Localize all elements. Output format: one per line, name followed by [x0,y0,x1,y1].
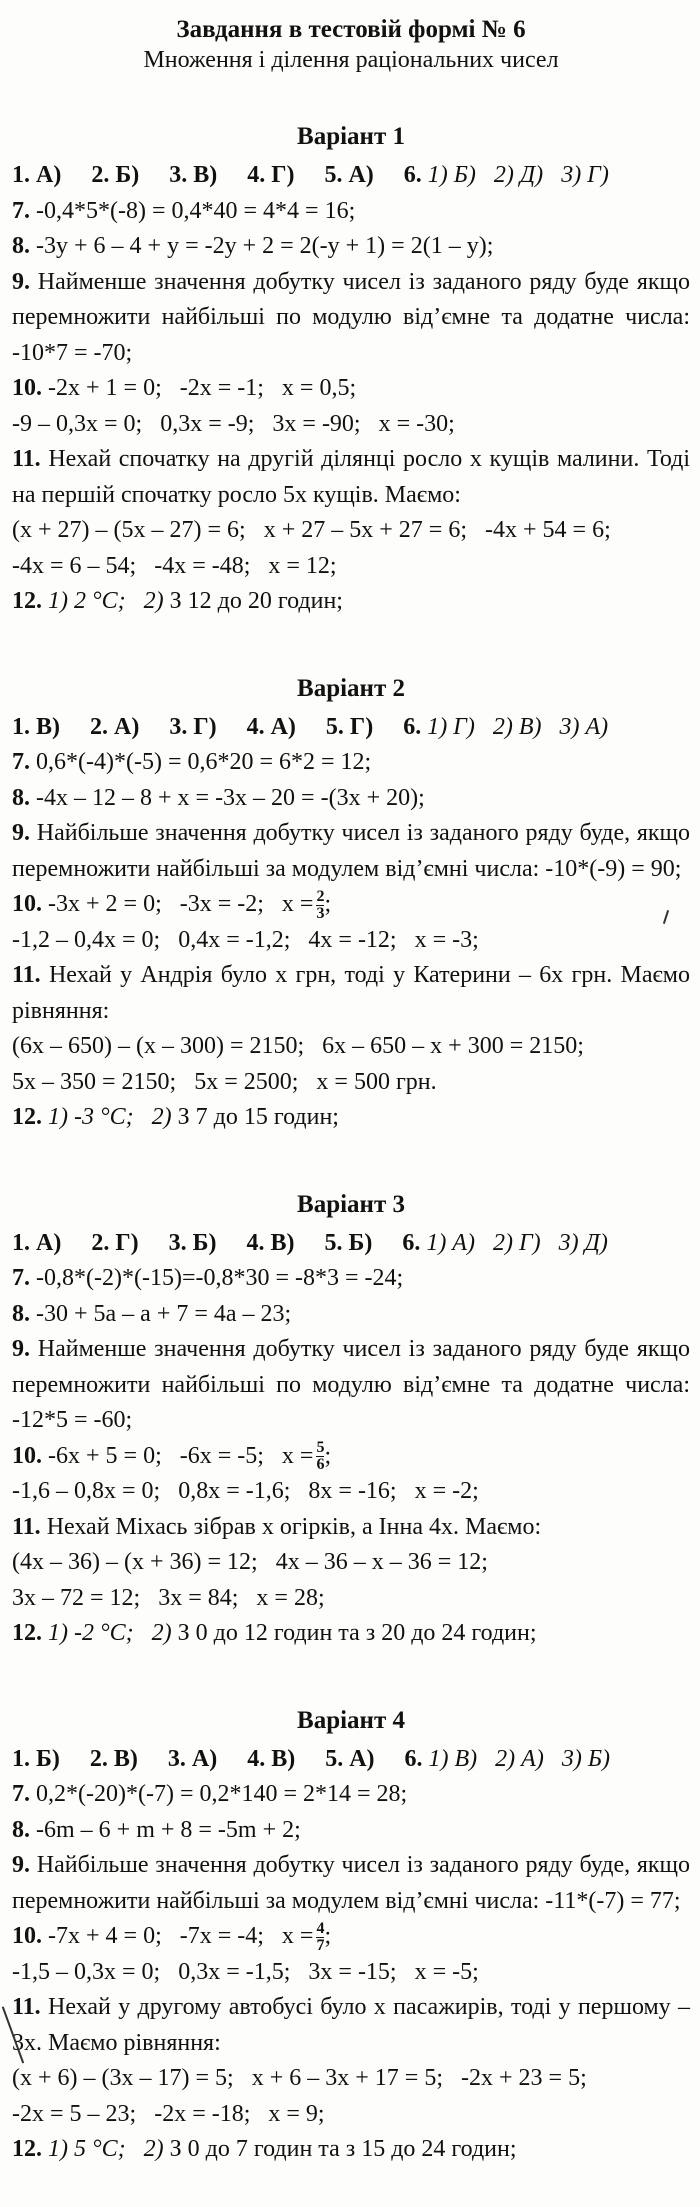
question-number: 11. [12,446,41,472]
q11-paragraph [12,442,690,513]
answer-6b: 2) Д) [493,162,544,188]
equation: 4x – 36 – x – 36 = 12; [275,1549,488,1575]
equation: -2x = -18; [154,2100,251,2127]
answer-item: 5. А) [324,162,374,188]
q7-text: -0,4*5*(-8) = 0,4*40 = 4*4 = 16; [36,197,356,224]
q10-line1 [12,371,690,407]
fraction-numerator: 2 [316,887,325,905]
equation: -2x + 23 = 5; [461,2065,587,2091]
q8-text: -6m – 6 + m + 8 = -5m + 2; [36,1816,301,1843]
page-title: Завдання в тестовій формі № 6 [176,16,526,43]
answer-12b-label: 2) [151,1104,172,1130]
answer-12a: 1) 2 °С; [48,588,126,614]
answer-12b-label: 2) [143,2136,164,2162]
question-number: 7. [12,1265,30,1291]
answer-item: 2. Б) [91,162,140,188]
question-number: 10. [12,1923,42,1949]
equation: x = -5; [414,1958,479,1985]
answers-line [12,158,690,194]
question-number: 7. [12,197,30,224]
equation: x = -3; [414,926,479,953]
question-number: 6. [404,1745,423,1772]
equation: (4x – 36) – (x + 36) = 12; [12,1549,258,1575]
answer-6a: 1) А) [426,1229,475,1256]
answers-line [12,710,690,746]
answer-12a: 1) 5 °С; [48,2136,126,2162]
question-number: 12. [12,2136,42,2162]
answer-item: 1. А) [12,1229,62,1256]
answer-6b: 2) В) [492,713,542,740]
equation: 3x = -90; [272,410,361,437]
q10-line2 [12,407,690,443]
equation: 3x – 72 = 12; [12,1584,141,1611]
equation: x + 27 – 5x + 27 = 6; [263,517,467,543]
q7-line [12,194,690,230]
q11-equation-line [12,1065,690,1101]
equation: -2x + 1 = 0; [48,375,162,401]
question-number: 8. [12,1300,30,1327]
question-number: 11. [12,962,41,988]
question-number: 7. [12,1781,30,1807]
equation: 0,3x = -1,5; [178,1958,291,1985]
section-gap [12,1652,690,1704]
equation: x = 0,5; [281,375,357,401]
q11-equation-line [12,1581,690,1617]
q11-text: Нехай у другому автобусі було x пасажирів, тоді у першому – 3x. Маємо рівняння: [12,1994,690,2056]
answer-6a: 1) Г) [427,713,475,740]
question-number: 12. [12,588,42,614]
q7-line [12,1261,690,1297]
equation: x = [281,1442,314,1469]
answer-item: 2. В) [89,1745,138,1772]
answer-item: 2. Г) [91,1229,139,1256]
equation: (x + 6) – (3x – 17) = 5; [12,2065,234,2091]
question-number: 10. [12,375,42,401]
equation: x = -30; [378,410,455,437]
answer-6a: 1) Б) [427,162,476,188]
answer-12b: З 0 до 12 годин та з 20 до 24 годин; [177,1620,537,1646]
q9-paragraph [12,265,690,372]
question-number: 9. [12,1852,30,1878]
equation: -7x + 4 = 0; [48,1923,162,1949]
q8-text: -3y + 6 – 4 + y = -2y + 2 = 2(-y + 1) = 2(1 – y); [36,233,494,259]
answers-line [12,1742,690,1778]
question-number: 8. [12,233,30,259]
fraction [316,1921,324,1954]
page-subtitle: Множення і ділення раціональних чисел [143,47,559,73]
equation: -4x = 6 – 54; [12,552,137,579]
answer-item: 3. Б) [168,1229,217,1256]
answer-item: 4. В) [246,1229,295,1256]
q9-paragraph [12,1332,690,1439]
question-number: 11. [12,1513,41,1540]
question-number: 11. [12,1994,41,2020]
q8-line [12,1813,690,1849]
answer-item: 4. В) [247,1745,296,1772]
answer-item: 5. А) [325,1745,375,1772]
q9-text: Найменше значення добутку чисел із заданого ряду буде якщо перемножити найбільші по модулю від’ємне та додатне числа: -12*5 = -60; [12,1336,691,1433]
answer-6c: 3) Б) [561,1745,610,1772]
question-number: 10. [12,891,42,917]
equation: -1,6 – 0,8x = 0; [12,1478,161,1504]
fraction-numerator: 5 [316,1439,325,1457]
answer-item: 3. В) [169,162,218,188]
q8-line [12,229,690,265]
q11-equation-line [12,2097,690,2133]
q11-equation-line [12,1545,690,1581]
q7-text: 0,6*(-4)*(-5) = 0,6*20 = 6*2 = 12; [36,749,372,775]
equation: -2x = 5 – 23; [12,2100,137,2127]
equation: 6x – 650 – x + 300 = 2150; [322,1033,584,1059]
variant-section [12,120,690,620]
equation: x = [281,891,314,917]
question-number: 10. [12,1442,42,1469]
fraction-numerator: 4 [316,1919,325,1937]
equation: 3x = 84; [158,1584,239,1611]
equation: 4x = -12; [308,926,397,953]
q7-text: 0,2*(-20)*(-7) = 0,2*140 = 2*14 = 28; [36,1781,408,1807]
variant-title: Варіант 4 [297,1706,405,1734]
equation: 5x – 350 = 2150; [12,1068,177,1095]
q11-paragraph [12,1510,690,1546]
question-number: 12. [12,1620,42,1646]
q10-line1: 10. -3x + 2 = 0; -3x = -2; x = $\frac{2}{3}$ ; [12,887,332,922]
answer-12b-label: 2) [151,1620,172,1646]
equation: 0,4x = -1,2; [178,926,291,953]
equation: (x + 27) – (5x – 27) = 6; [12,517,246,543]
variant-title: Варіант 2 [297,674,405,702]
answer-item: 1. А) [12,162,62,188]
answer-12b-label: 2) [143,588,164,614]
answer-item: 1. Б) [12,1745,60,1772]
fraction [316,889,324,922]
question-number: 6. [403,713,422,740]
answer-6c: 3) А) [559,713,609,740]
q9-paragraph [12,1848,690,1919]
q12-line [12,2132,690,2168]
q10-line1: 10. -7x + 4 = 0; -7x = -4; x = $\frac{4}{7}$ ; [12,1919,332,1954]
q9-text: Найменше значення добутку чисел із заданого ряду буде якщо перемножити найбільші по модулю від’ємне та додатне числа: -10*7 = -70; [12,268,691,366]
answer-12a: 1) -3 °С; [48,1104,134,1130]
question-number: 9. [12,1336,30,1362]
answer-item: 3. Г) [169,713,217,740]
answer-item: 5. Г) [325,713,374,740]
answer-item: 4. Г) [247,162,295,188]
equation: (6x – 650) – (x – 300) = 2150; [12,1033,305,1059]
q11-equation-line [12,1029,690,1065]
equation: x = 9; [268,2100,325,2127]
answer-6b: 2) Г) [492,1229,541,1256]
variant-title: Варіант 3 [297,1190,405,1218]
equation: 3x = -15; [308,1958,397,1985]
question-number: 9. [12,268,30,295]
section-gap [12,620,690,672]
equation: x + 6 – 3x + 17 = 5; [251,2065,443,2091]
q9-text: Найбільше значення добутку чисел із заданого ряду буде, якщо перемножити найбільші за модулем від’ємні числа: -11*(-7) = 77; [12,1852,691,1914]
q11-paragraph [12,958,690,1029]
q7-line [12,745,690,781]
q11-text: Нехай Міхась зібрав x огірків, а Інна 4x. Маємо: [46,1513,542,1540]
q10-line1: 10. -6x + 5 = 0; -6x = -5; x = $\frac{5}{6}$ ; [12,1439,332,1474]
question-number: 12. [12,1104,42,1130]
equation: x = 500 грн. [316,1068,437,1095]
equation: 8x = -16; [308,1478,397,1504]
equation: -9 – 0,3x = 0; [12,410,143,437]
equation: -1,5 – 0,3x = 0; [12,1958,161,1985]
equation: x = 12; [268,552,337,579]
q7-line [12,1777,690,1813]
answer-12b: З 7 до 15 годин; [177,1104,339,1130]
q8-line [12,1297,690,1333]
q10-line2 [12,1955,690,1991]
fraction-denominator: 7 [316,1936,325,1954]
equation: -7x = -4; [179,1923,264,1949]
question-number: 8. [12,784,30,811]
equation: x = [281,1923,314,1949]
question-number: 8. [12,1816,30,1843]
answer-12b: З 0 до 7 годин та з 15 до 24 годин; [169,2136,517,2162]
question-number: 6. [402,1229,421,1256]
equation: -3x = -2; [179,891,264,917]
answer-item: 1. В) [12,713,60,740]
fraction-denominator: 3 [316,904,325,922]
equation: -1,2 – 0,4x = 0; [12,926,161,953]
q11-equation-line [12,2061,690,2097]
variant-section [12,1188,690,1652]
q11-paragraph [12,1990,690,2061]
fraction-denominator: 6 [316,1456,325,1474]
variant-section [12,672,690,1136]
variant-section [12,1704,690,2168]
q7-text: -0,8*(-2)*(-15)=-0,8*30 = -8*3 = -24; [36,1265,404,1291]
variant-title: Варіант 1 [297,123,405,150]
equation: -2x = -1; [179,375,264,401]
equation: 5x = 2500; [194,1068,299,1095]
q11-text: Нехай у Андрія було x грн, тоді у Катерини – 6x грн. Маємо рівняння: [12,962,690,1024]
q12-line [12,1616,690,1652]
equation: 0,8x = -1,6; [178,1478,291,1504]
q8-text: -4x – 12 – 8 + x = -3x – 20 = -(3x + 20); [36,784,425,811]
answer-6c: 3) Г) [561,162,609,188]
q8-line [12,781,690,817]
q9-paragraph [12,816,690,887]
equation: x = -2; [414,1478,479,1504]
q12-line [12,1100,690,1136]
equation: -3x + 2 = 0; [48,891,162,917]
q8-text: -30 + 5a – a + 7 = 4a – 23; [36,1300,292,1327]
equation: -6x + 5 = 0; [48,1442,162,1469]
q12-line [12,584,690,620]
variants-container [12,120,690,2168]
answer-12a: 1) -2 °С; [48,1620,134,1646]
q9-text: Найбільше значення добутку чисел із заданого ряду буде, якщо перемножити найбільші за модулем від’ємні числа: -10*(-9) = 90; [12,820,691,882]
answer-6a: 1) В) [428,1745,478,1772]
equation: -4x + 54 = 6; [485,517,611,543]
answers-line [12,1226,690,1262]
question-number: 6. [403,162,422,188]
q11-equation-line [12,549,690,585]
answer-item: 2. А) [90,713,140,740]
answer-6c: 3) Д) [558,1229,608,1256]
answer-12b: З 12 до 20 годин; [169,588,343,614]
equation: -6x = -5; [179,1442,264,1469]
answer-item: 4. А) [246,713,296,740]
q11-equation-line [12,513,690,549]
fraction [316,1440,324,1473]
q11-text: Нехай спочатку на другій ділянці росло x кущів малини. Тоді на першій спочатку росло 5x кущів. Маємо: [12,446,691,508]
equation: -4x = -48; [154,552,251,579]
q10-line2 [12,923,690,959]
question-number: 7. [12,749,30,775]
answer-item: 5. Б) [324,1229,373,1256]
equation: x = 28; [256,1584,325,1611]
section-gap [12,1136,690,1188]
equation: 0,3x = -9; [160,410,255,437]
q10-line2 [12,1474,690,1510]
answer-6b: 2) А) [495,1745,544,1772]
answer-item: 3. А) [167,1745,218,1772]
question-number: 9. [12,820,30,846]
header [12,14,690,76]
